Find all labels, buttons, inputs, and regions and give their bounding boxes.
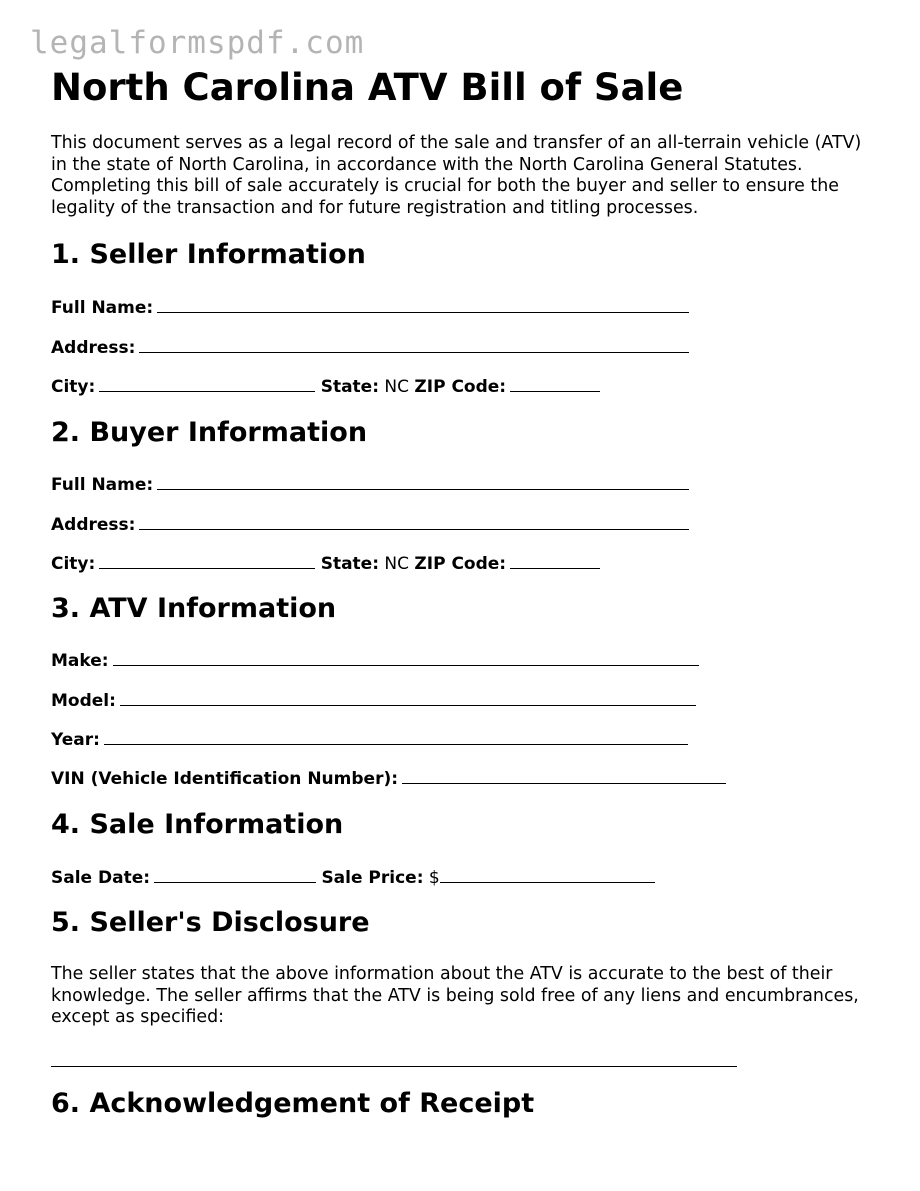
atv-model-label: Model: xyxy=(51,691,116,711)
watermark: legalformspdf.com xyxy=(30,25,365,61)
page-title: North Carolina ATV Bill of Sale xyxy=(51,66,684,109)
buyer-state-label: State: xyxy=(320,554,380,574)
atv-vin-field[interactable] xyxy=(402,768,726,784)
buyer-city-field[interactable] xyxy=(99,553,315,569)
seller-full-name-row xyxy=(51,297,689,318)
buyer-full-name-row xyxy=(51,474,689,495)
seller-address-row xyxy=(51,337,689,358)
atv-vin-label: VIN (Vehicle Identification Number): xyxy=(51,769,399,789)
seller-zip-label: ZIP Code: xyxy=(414,377,507,397)
atv-year-field[interactable] xyxy=(104,729,688,745)
atv-make-label: Make: xyxy=(51,651,109,671)
buyer-zip-label: ZIP Code: xyxy=(414,554,507,574)
seller-section-heading: 1. Seller Information xyxy=(51,239,366,270)
seller-city-label: City: xyxy=(51,377,96,397)
sale-section-heading: 4. Sale Information xyxy=(51,809,344,840)
disclosure-exceptions-field[interactable] xyxy=(51,1066,737,1067)
disclosure-section-heading: 5. Seller's Disclosure xyxy=(51,907,370,938)
buyer-address-row xyxy=(51,514,689,535)
seller-address-field[interactable] xyxy=(139,337,689,353)
acknowledgement-section-heading: 6. Acknowledgement of Receipt xyxy=(51,1088,535,1119)
buyer-section-heading: 2. Buyer Information xyxy=(51,417,368,448)
atv-make-row xyxy=(51,650,699,671)
buyer-city-row xyxy=(51,553,600,574)
seller-state-label: State: xyxy=(320,377,380,397)
seller-zip-field[interactable] xyxy=(510,376,600,392)
atv-year-label: Year: xyxy=(51,730,100,750)
atv-model-row xyxy=(51,690,696,711)
disclosure-paragraph: The seller states that the above information about the ATV is accurate to the best of their knowledge. The seller affirms that the ATV is being sold free of any liens and encumbrances, except as specified: xyxy=(51,964,859,1027)
buyer-zip-field[interactable] xyxy=(510,553,600,569)
sale-price-label: Sale Price: xyxy=(321,868,424,888)
atv-year-row xyxy=(51,729,688,750)
buyer-address-label: Address: xyxy=(51,515,136,535)
seller-city-field[interactable] xyxy=(99,376,315,392)
seller-city-row xyxy=(51,376,600,397)
seller-full-name-label: Full Name: xyxy=(51,298,154,318)
sale-price-field[interactable] xyxy=(440,867,655,883)
sale-row xyxy=(51,867,655,888)
buyer-full-name-label: Full Name: xyxy=(51,475,154,495)
buyer-address-field[interactable] xyxy=(139,514,689,530)
buyer-city-label: City: xyxy=(51,554,96,574)
seller-address-label: Address: xyxy=(51,338,136,358)
currency-symbol: $ xyxy=(428,868,440,888)
seller-full-name-field[interactable] xyxy=(157,297,689,313)
intro-paragraph: This document serves as a legal record of the sale and transfer of an all-terrain vehicle (ATV) in the state of North Carolina, in accordance with the North Carolina General Statutes. Completing this bill of sale accurately is crucial for both the buyer and seller to ensure the legality of the transaction and for future registration and titling processes. xyxy=(51,133,862,218)
seller-state-value: NC xyxy=(384,377,410,397)
sale-date-field[interactable] xyxy=(154,867,316,883)
atv-make-field[interactable] xyxy=(113,650,699,666)
buyer-state-value: NC xyxy=(384,554,410,574)
sale-date-label: Sale Date: xyxy=(51,868,151,888)
buyer-full-name-field[interactable] xyxy=(157,474,689,490)
atv-vin-row xyxy=(51,768,726,789)
atv-model-field[interactable] xyxy=(120,690,696,706)
atv-section-heading: 3. ATV Information xyxy=(51,593,337,624)
